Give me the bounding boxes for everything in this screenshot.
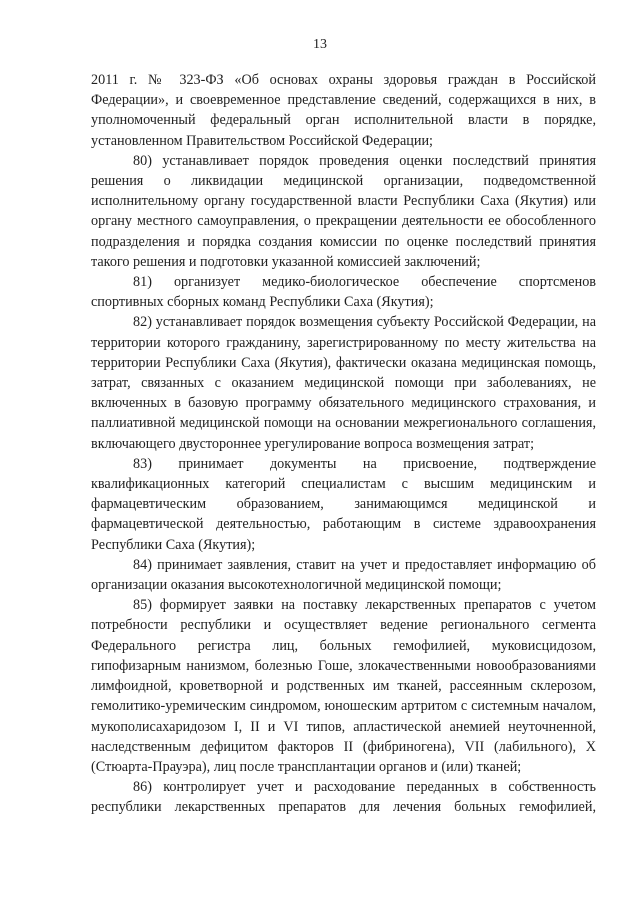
- paragraph-item-84: 84) принимает заявления, ставит на учет и предоставляет информацию об организации оказания высокотехнологичной медицинской помощи;: [91, 556, 596, 594]
- paragraph-item-83: 83) принимает документы на присвоение, подтверждение квалификационных категорий специалистам с высшим медицинским и фармацевтическим образованием, занимающимся медицинской и фармацевтической деятельностью, работающим в системе здравоохранения Республики Саха (Якутия);: [91, 455, 596, 553]
- paragraph-continuation: 2011 г. № 323-ФЗ «Об основах охраны здоровья граждан в Российской Федерации», и своевременное представление сведений, содержащихся в них, в уполномоченный федеральный орган исполнительной власти в порядке, установленном Правительством Российской Федерации;: [91, 72, 596, 149]
- paragraph-item-80: 80) устанавливает порядок проведения оценки последствий принятия решения о ликвидации медицинской организации, подведомственной исполнительному органу государственной власти Республики Саха (Якутия) или органу местного самоуправления, о прекращении деятельности ее обособленного подразделения и порядка создания комиссии по оценке последствий принятия такого решения и подготовки указанной комиссией заключений;: [91, 152, 596, 270]
- paragraph-item-86: 86) контролирует учет и расходование переданных в собственность республики лекарственных препаратов для лечения больных гемофилией,: [91, 779, 596, 816]
- page-number: 13: [313, 37, 327, 52]
- document-body: [91, 70, 596, 818]
- paragraph-item-81: 81) организует медико-биологическое обеспечение спортсменов спортивных сборных команд Республики Саха (Якутия);: [91, 274, 596, 311]
- paragraph-item-82: 82) устанавливает порядок возмещения субъекту Российской Федерации, на территории которого гражданину, зарегистрированному по месту жительства на территории Республики Саха (Якутия), фактически оказана медицинская помощь, затрат, связанных с оказанием медицинской помощи при заболеваниях, не включенных в базовую программу обязательного медицинского страхования, и паллиативной медицинской помощи на основании межрегионального соглашения, включающего двустороннее урегулирование вопроса возмещения затрат;: [91, 314, 596, 452]
- paragraph-item-85: 85) формирует заявки на поставку лекарственных препаратов с учетом потребности республики и осуществляет ведение регионального сегмента Федерального регистра лиц, больных гемофилией, муковисцидозом, гипофизарным нанизмом, болезнью Гоше, злокачественными новообразованиями лимфоидной, кроветворной и родственных им тканей, рассеянным склерозом, гемолитико-уремическим синдромом, юношеским артритом с системным началом, мукополисахаридозом I, II и VI типов, апластической анемией неуточненной, наследственным дефицитом факторов II (фибриногена), VII (лабильного), X (Стюарта-Прауэра), лиц после трансплантации органов и (или) тканей;: [91, 597, 596, 775]
